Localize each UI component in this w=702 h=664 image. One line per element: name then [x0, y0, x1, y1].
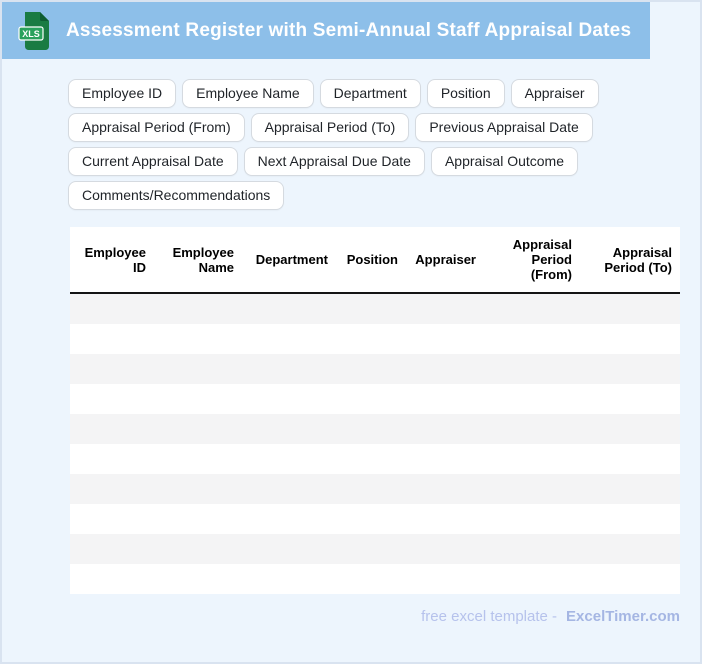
- xls-badge-label: XLS: [22, 28, 40, 39]
- chip-employee-id: Employee ID: [68, 79, 176, 108]
- table-cell: [406, 384, 484, 414]
- footer-brand-link[interactable]: ExcelTimer.com: [566, 608, 680, 625]
- table-row: [70, 384, 680, 414]
- table-cell: [484, 534, 580, 564]
- table-cell: [154, 354, 242, 384]
- table-cell: [70, 534, 154, 564]
- chip-employee-name: Employee Name: [182, 79, 314, 108]
- col-header-department: Department: [242, 227, 336, 293]
- table-cell: [580, 534, 680, 564]
- table-cell: [580, 293, 680, 324]
- table-row: [70, 324, 680, 354]
- table-cell: [154, 504, 242, 534]
- chip-position: Position: [427, 79, 505, 108]
- col-header-position: Position: [336, 227, 406, 293]
- table-cell: [242, 354, 336, 384]
- table-cell: [242, 324, 336, 354]
- footer-credit: [421, 608, 680, 625]
- table-cell: [154, 324, 242, 354]
- table-cell: [406, 354, 484, 384]
- column-chips: [68, 79, 640, 210]
- chip-current-appraisal-date: Current Appraisal Date: [68, 147, 238, 176]
- table-row: [70, 504, 680, 534]
- table-cell: [154, 444, 242, 474]
- table-cell: [484, 474, 580, 504]
- table-cell: [154, 534, 242, 564]
- table-cell: [70, 384, 154, 414]
- chip-appraisal-period-from: Appraisal Period (From): [68, 113, 245, 142]
- table-row: [70, 534, 680, 564]
- table-cell: [580, 414, 680, 444]
- table-cell: [154, 414, 242, 444]
- table-cell: [154, 293, 242, 324]
- col-header-appraisal-period-from: Appraisal Period (From): [484, 227, 580, 293]
- table-cell: [70, 564, 154, 594]
- table-cell: [484, 384, 580, 414]
- table-row: [70, 444, 680, 474]
- xls-file-icon: [18, 11, 52, 51]
- table-cell: [70, 504, 154, 534]
- table-row: [70, 414, 680, 444]
- table-cell: [406, 444, 484, 474]
- chip-appraisal-outcome: Appraisal Outcome: [431, 147, 578, 176]
- table-cell: [242, 564, 336, 594]
- table-row: [70, 293, 680, 324]
- table-cell: [336, 414, 406, 444]
- table-cell: [406, 414, 484, 444]
- table-cell: [406, 293, 484, 324]
- chip-comments-recommendations: Comments/Recommendations: [68, 181, 284, 210]
- table-cell: [484, 564, 580, 594]
- appraisal-table: [70, 227, 680, 594]
- chip-next-appraisal-due-date: Next Appraisal Due Date: [244, 147, 425, 176]
- chip-appraisal-period-to: Appraisal Period (To): [251, 113, 410, 142]
- chip-previous-appraisal-date: Previous Appraisal Date: [415, 113, 592, 142]
- table-cell: [580, 564, 680, 594]
- table-cell: [70, 474, 154, 504]
- table-cell: [484, 324, 580, 354]
- table-cell: [242, 534, 336, 564]
- col-header-appraiser: Appraiser: [406, 227, 484, 293]
- header-bar: [2, 2, 650, 59]
- table-cell: [580, 384, 680, 414]
- table-cell: [484, 414, 580, 444]
- table-cell: [580, 444, 680, 474]
- col-header-employee-name: Employee Name: [154, 227, 242, 293]
- footer-credit-text: free excel template -: [421, 608, 558, 625]
- table-body: [70, 293, 680, 594]
- table-cell: [336, 564, 406, 594]
- table-cell: [154, 384, 242, 414]
- table-cell: [580, 354, 680, 384]
- table-cell: [242, 384, 336, 414]
- table-cell: [70, 354, 154, 384]
- table-cell: [336, 354, 406, 384]
- page-title: Assessment Register with Semi-Annual Staff Appraisal Dates: [66, 19, 632, 41]
- table-cell: [154, 474, 242, 504]
- table-cell: [336, 474, 406, 504]
- table-cell: [70, 444, 154, 474]
- table-cell: [406, 474, 484, 504]
- table-cell: [70, 293, 154, 324]
- table-cell: [336, 444, 406, 474]
- table-cell: [406, 534, 484, 564]
- table-cell: [406, 324, 484, 354]
- table-cell: [242, 414, 336, 444]
- table-cell: [580, 504, 680, 534]
- table-cell: [70, 324, 154, 354]
- table-cell: [242, 444, 336, 474]
- col-header-appraisal-period-to: Appraisal Period (To): [580, 227, 680, 293]
- table-cell: [336, 534, 406, 564]
- table-cell: [242, 474, 336, 504]
- table-cell: [242, 504, 336, 534]
- table-cell: [70, 414, 154, 444]
- table-row: [70, 564, 680, 594]
- table-cell: [336, 293, 406, 324]
- table-cell: [484, 293, 580, 324]
- table-cell: [242, 293, 336, 324]
- table-cell: [406, 564, 484, 594]
- table-cell: [484, 504, 580, 534]
- chip-appraiser: Appraiser: [511, 79, 599, 108]
- table-cell: [336, 384, 406, 414]
- table-cell: [336, 324, 406, 354]
- table-cell: [336, 504, 406, 534]
- table-cell: [154, 564, 242, 594]
- col-header-employee-id: Employee ID: [70, 227, 154, 293]
- chip-department: Department: [320, 79, 421, 108]
- table-cell: [484, 444, 580, 474]
- table-cell: [406, 504, 484, 534]
- spreadsheet-preview: [70, 227, 680, 594]
- table-cell: [580, 474, 680, 504]
- table-cell: [484, 354, 580, 384]
- table-row: [70, 474, 680, 504]
- table-header-row: [70, 227, 680, 293]
- table-row: [70, 354, 680, 384]
- table-cell: [580, 324, 680, 354]
